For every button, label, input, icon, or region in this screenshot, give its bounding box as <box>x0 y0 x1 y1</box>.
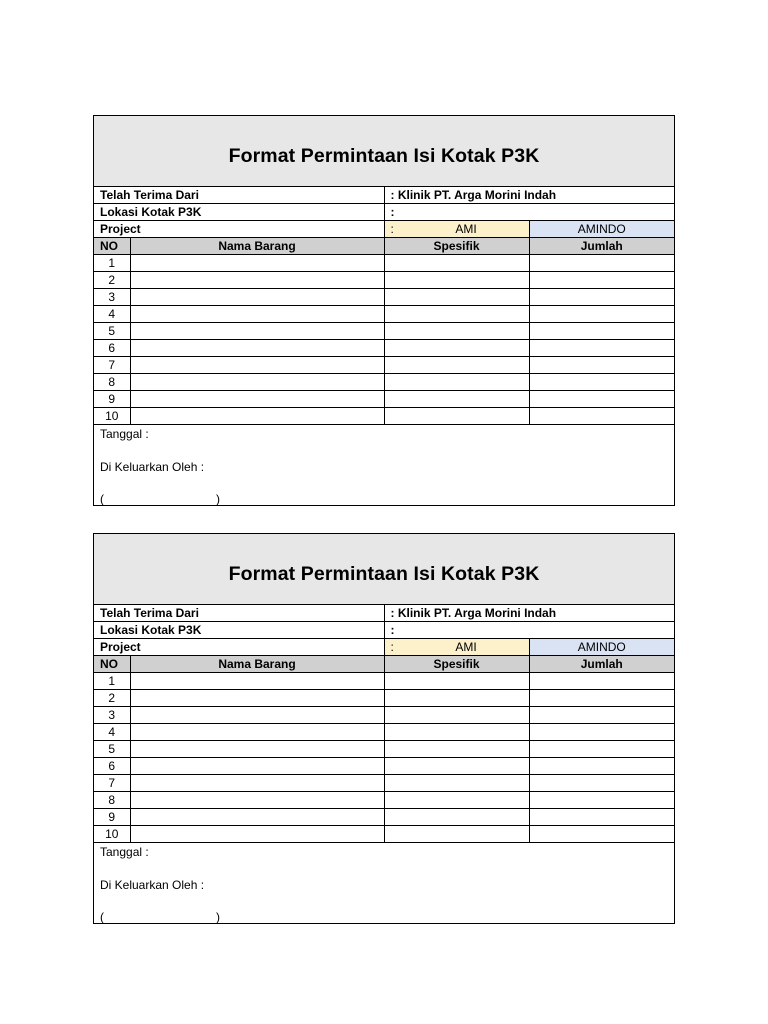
form-title-band <box>94 116 674 187</box>
item-no: 6 <box>94 340 130 357</box>
item-nama-barang[interactable] <box>130 809 384 826</box>
header-jumlah: Jumlah <box>529 656 674 673</box>
tanggal-label: Tanggal : <box>100 427 149 441</box>
item-nama-barang[interactable] <box>130 323 384 340</box>
item-spesifik[interactable] <box>384 758 529 775</box>
lokasi-value[interactable]: : <box>384 204 674 221</box>
item-no: 1 <box>94 255 130 272</box>
project-ami: AMI <box>455 640 477 654</box>
item-no: 3 <box>94 289 130 306</box>
item-nama-barang[interactable] <box>130 272 384 289</box>
item-row <box>94 374 674 391</box>
signature-line[interactable] <box>100 910 220 924</box>
item-spesifik[interactable] <box>384 724 529 741</box>
item-spesifik[interactable] <box>384 255 529 272</box>
header-no: NO <box>94 238 130 255</box>
item-row <box>94 323 674 340</box>
item-spesifik[interactable] <box>384 707 529 724</box>
signature-close-paren: ) <box>216 910 220 924</box>
lokasi-label: Lokasi Kotak P3K <box>94 622 384 639</box>
telah-label: Telah Terima Dari <box>94 187 384 204</box>
form-title: Format Permintaan Isi Kotak P3K <box>228 144 540 167</box>
telah-label: Telah Terima Dari <box>94 605 384 622</box>
item-nama-barang[interactable] <box>130 826 384 843</box>
project-ami-cell[interactable] <box>384 639 529 656</box>
header-nama-barang: Nama Barang <box>130 656 384 673</box>
signature-close-paren: ) <box>216 492 220 506</box>
lokasi-label: Lokasi Kotak P3K <box>94 204 384 221</box>
item-no: 6 <box>94 758 130 775</box>
item-nama-barang[interactable] <box>130 690 384 707</box>
item-nama-barang[interactable] <box>130 391 384 408</box>
item-nama-barang[interactable] <box>130 408 384 425</box>
item-jumlah[interactable] <box>529 707 674 724</box>
form-table <box>94 187 674 425</box>
item-nama-barang[interactable] <box>130 707 384 724</box>
item-spesifik[interactable] <box>384 340 529 357</box>
item-spesifik[interactable] <box>384 374 529 391</box>
item-jumlah[interactable] <box>529 323 674 340</box>
item-no: 2 <box>94 690 130 707</box>
item-jumlah[interactable] <box>529 255 674 272</box>
item-nama-barang[interactable] <box>130 758 384 775</box>
signature-open-paren: ( <box>100 910 104 924</box>
header-jumlah: Jumlah <box>529 238 674 255</box>
item-row <box>94 792 674 809</box>
header-nama-barang: Nama Barang <box>130 238 384 255</box>
item-row <box>94 289 674 306</box>
form-title: Format Permintaan Isi Kotak P3K <box>228 562 540 585</box>
project-ami: AMI <box>455 222 477 236</box>
item-nama-barang[interactable] <box>130 357 384 374</box>
project-colon: : <box>390 640 394 654</box>
form-footer <box>94 843 674 927</box>
info-row-telah <box>94 187 674 204</box>
item-jumlah[interactable] <box>529 408 674 425</box>
header-spesifik: Spesifik <box>384 656 529 673</box>
item-spesifik[interactable] <box>384 826 529 843</box>
item-row <box>94 690 674 707</box>
item-spesifik[interactable] <box>384 408 529 425</box>
item-jumlah[interactable] <box>529 826 674 843</box>
item-no: 4 <box>94 724 130 741</box>
item-spesifik[interactable] <box>384 673 529 690</box>
info-row-lokasi <box>94 204 674 221</box>
item-spesifik[interactable] <box>384 357 529 374</box>
request-form-2 <box>93 533 675 924</box>
items-header-row <box>94 656 674 673</box>
item-row <box>94 809 674 826</box>
item-jumlah[interactable] <box>529 741 674 758</box>
info-row-telah <box>94 605 674 622</box>
form-title-band <box>94 534 674 605</box>
item-jumlah[interactable] <box>529 775 674 792</box>
item-jumlah[interactable] <box>529 340 674 357</box>
item-row <box>94 340 674 357</box>
project-amindo[interactable]: AMINDO <box>529 221 674 238</box>
item-spesifik[interactable] <box>384 792 529 809</box>
signature-line[interactable] <box>100 492 220 506</box>
project-colon: : <box>390 222 394 236</box>
lokasi-value[interactable]: : <box>384 622 674 639</box>
item-jumlah[interactable] <box>529 306 674 323</box>
item-jumlah[interactable] <box>529 272 674 289</box>
header-no: NO <box>94 656 130 673</box>
item-no: 5 <box>94 741 130 758</box>
item-no: 9 <box>94 391 130 408</box>
item-row <box>94 707 674 724</box>
item-no: 10 <box>94 826 130 843</box>
telah-value: : Klinik PT. Arga Morini Indah <box>384 605 674 622</box>
item-nama-barang[interactable] <box>130 673 384 690</box>
project-ami-cell[interactable] <box>384 221 529 238</box>
item-nama-barang[interactable] <box>130 306 384 323</box>
item-row <box>94 758 674 775</box>
info-row-lokasi <box>94 622 674 639</box>
item-no: 4 <box>94 306 130 323</box>
header-spesifik: Spesifik <box>384 238 529 255</box>
item-row <box>94 724 674 741</box>
item-nama-barang[interactable] <box>130 255 384 272</box>
item-no: 3 <box>94 707 130 724</box>
item-row <box>94 391 674 408</box>
info-row-project <box>94 639 674 656</box>
items-header-row <box>94 238 674 255</box>
project-amindo[interactable]: AMINDO <box>529 639 674 656</box>
signature-open-paren: ( <box>100 492 104 506</box>
item-row <box>94 775 674 792</box>
item-nama-barang[interactable] <box>130 775 384 792</box>
item-spesifik[interactable] <box>384 272 529 289</box>
item-spesifik[interactable] <box>384 306 529 323</box>
item-jumlah[interactable] <box>529 289 674 306</box>
item-jumlah[interactable] <box>529 792 674 809</box>
item-jumlah[interactable] <box>529 673 674 690</box>
item-no: 2 <box>94 272 130 289</box>
item-no: 10 <box>94 408 130 425</box>
item-no: 1 <box>94 673 130 690</box>
item-spesifik[interactable] <box>384 391 529 408</box>
item-jumlah[interactable] <box>529 391 674 408</box>
item-row <box>94 255 674 272</box>
item-nama-barang[interactable] <box>130 289 384 306</box>
item-spesifik[interactable] <box>384 289 529 306</box>
telah-value: : Klinik PT. Arga Morini Indah <box>384 187 674 204</box>
item-row <box>94 408 674 425</box>
item-no: 8 <box>94 374 130 391</box>
item-spesifik[interactable] <box>384 690 529 707</box>
project-label: Project <box>94 221 384 238</box>
item-jumlah[interactable] <box>529 809 674 826</box>
item-no: 8 <box>94 792 130 809</box>
item-row <box>94 357 674 374</box>
form-table <box>94 605 674 843</box>
info-row-project <box>94 221 674 238</box>
item-row <box>94 673 674 690</box>
item-no: 9 <box>94 809 130 826</box>
item-no: 7 <box>94 357 130 374</box>
item-row <box>94 272 674 289</box>
dikeluarkan-label: Di Keluarkan Oleh : <box>100 460 205 474</box>
item-spesifik[interactable] <box>384 741 529 758</box>
dikeluarkan-label: Di Keluarkan Oleh : <box>100 878 205 892</box>
item-spesifik[interactable] <box>384 775 529 792</box>
request-form-1 <box>93 115 675 506</box>
item-nama-barang[interactable] <box>130 340 384 357</box>
item-row <box>94 741 674 758</box>
item-no: 5 <box>94 323 130 340</box>
item-nama-barang[interactable] <box>130 741 384 758</box>
tanggal-label: Tanggal : <box>100 845 149 859</box>
item-nama-barang[interactable] <box>130 724 384 741</box>
item-no: 7 <box>94 775 130 792</box>
item-jumlah[interactable] <box>529 357 674 374</box>
item-jumlah[interactable] <box>529 724 674 741</box>
item-spesifik[interactable] <box>384 323 529 340</box>
item-row <box>94 826 674 843</box>
item-nama-barang[interactable] <box>130 374 384 391</box>
item-nama-barang[interactable] <box>130 792 384 809</box>
item-jumlah[interactable] <box>529 374 674 391</box>
item-jumlah[interactable] <box>529 690 674 707</box>
item-jumlah[interactable] <box>529 758 674 775</box>
form-footer <box>94 425 674 509</box>
item-spesifik[interactable] <box>384 809 529 826</box>
item-row <box>94 306 674 323</box>
project-label: Project <box>94 639 384 656</box>
